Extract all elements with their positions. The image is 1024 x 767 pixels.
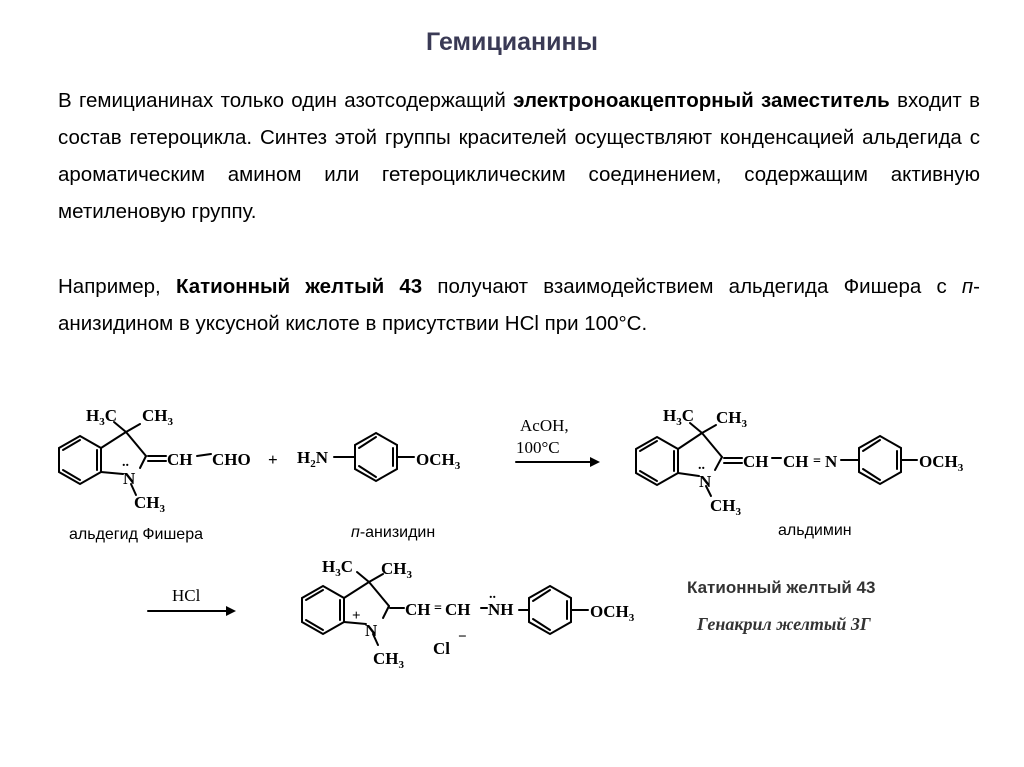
n-methyl-group: $CH_3$ (134, 493, 165, 515)
dye-name: Катионный желтый 43 (687, 578, 876, 597)
paragraph-bold-term: Катионный желтый 43 (175, 275, 423, 298)
ch-group: CH (405, 600, 431, 619)
reaction-scheme (0, 380, 1024, 760)
anisidine-structure (334, 433, 414, 481)
paragraph-text: входит в состав гетероцикла. Синтез этой группы красителей осуществляют конденсацией альдегида с ароматическим амином или гетероциклическим соединением, содержащим активную метиленовую группу. (58, 89, 980, 223)
condition-acoh: AcOH, (520, 416, 569, 435)
methoxy-group: $OCH_3$ (919, 452, 964, 474)
h3c-group: $H_3C$ (322, 557, 354, 579)
dye-trade-name: Генакрил желтый 3Г (697, 614, 871, 634)
paragraph-text: Например, (58, 275, 176, 298)
n-methyl-group: $CH_3$ (710, 496, 741, 518)
lone-pair: .. (698, 458, 705, 473)
amino-group: $H_2N$ (297, 448, 329, 470)
aldimine-structure (636, 423, 917, 496)
methoxy-group: $OCH_3$ (590, 602, 635, 624)
anion-charge: − (458, 629, 467, 645)
label-anisidine: п-анизидин (351, 524, 436, 541)
lone-pair: .. (122, 455, 129, 470)
paragraph-text: получают взаимодействием альдегида Фишера с (422, 275, 962, 298)
lone-pair: .. (489, 587, 496, 602)
nitrogen-atom: N (123, 469, 136, 488)
h3c-group: $H_3C$ (663, 406, 695, 428)
imine-nitrogen: N (825, 452, 838, 471)
ch-group: CH (167, 450, 193, 469)
condition-hcl: HCl (172, 586, 201, 605)
ch-group: CH (445, 600, 471, 619)
methyl-group: $CH_3$ (381, 559, 412, 581)
slide-title: Гемицианины (426, 28, 598, 56)
amine-nh-group: NH (488, 600, 514, 619)
label-fischer-aldehyde: альдегид Фишера (69, 526, 203, 543)
methyl-group: $CH_3$ (716, 408, 747, 430)
nitrogen-atom: N (365, 621, 378, 640)
chloride-anion: Cl (433, 639, 450, 658)
label-aldimine: альдимин (778, 522, 852, 539)
paragraph-text: В гемицианинах только один азотсодержащий (58, 89, 514, 112)
double-bond-sign: = (434, 601, 442, 616)
ch-group: CH (783, 452, 809, 471)
double-bond-sign: = (813, 454, 821, 469)
methoxy-group: $OCH_3$ (416, 450, 461, 472)
cation-charge: + (352, 608, 361, 624)
aldehyde-group: CHO (212, 450, 251, 469)
h3c-group: $H_3C$ (86, 406, 118, 428)
nitrogen-atom: N (699, 472, 712, 491)
condition-temperature: 100°C (516, 438, 560, 457)
plus-sign: + (268, 450, 278, 469)
ch-group: CH (743, 452, 769, 471)
paragraph-intro (58, 82, 980, 230)
paragraph-example (58, 268, 980, 342)
paragraph-italic: п (961, 275, 974, 298)
n-methyl-group: $CH_3$ (373, 649, 404, 671)
methyl-group: $CH_3$ (142, 406, 173, 428)
paragraph-bold-term: электроноакцепторный заместитель (513, 89, 890, 112)
paragraph-text: -анизидином в уксусной кислоте в присутствии HCl при 100°C. (58, 275, 980, 335)
